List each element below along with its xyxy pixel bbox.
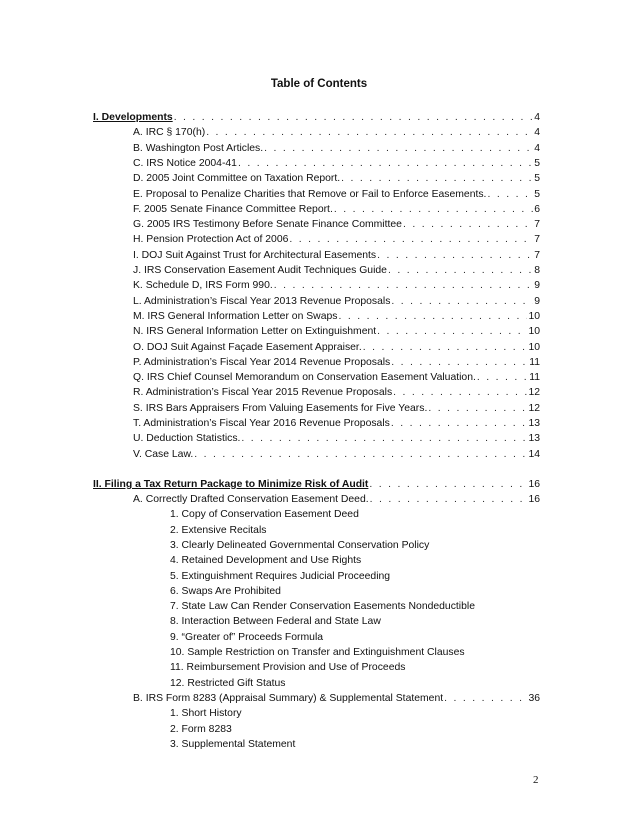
toc-entry-label: M. IRS General Information Letter on Swaps xyxy=(133,310,338,322)
toc-entry-label: U. Deduction Statistics. xyxy=(133,433,241,445)
dot-leader xyxy=(241,431,527,446)
dot-leader xyxy=(194,447,527,462)
dot-leader xyxy=(487,187,533,202)
toc-entry-page: 13 xyxy=(528,433,540,445)
toc-entry-label: E. Proposal to Penalize Charities that Remove or Fail to Enforce Easements. xyxy=(133,188,487,200)
toc-entry-label: I. Developments xyxy=(93,112,173,123)
dot-leader xyxy=(477,370,528,385)
toc-entry-label: G. 2005 IRS Testimony Before Senate Finance Committee xyxy=(133,219,402,231)
toc-item[interactable] xyxy=(133,187,540,202)
dot-leader xyxy=(369,477,527,492)
toc-entry-label: K. Schedule D, IRS Form 990. xyxy=(133,280,273,292)
toc-entry-page: 11 xyxy=(529,372,540,384)
dot-leader xyxy=(370,492,528,507)
toc-subentry[interactable]: 5. Extinguishment Requires Judicial Proceeding xyxy=(170,570,391,582)
dot-leader xyxy=(444,691,527,706)
toc-section-2[interactable] xyxy=(93,477,540,492)
toc-entry-label: A. IRC § 170(h) xyxy=(133,127,206,139)
toc-item[interactable] xyxy=(133,278,540,293)
dot-leader xyxy=(363,340,528,355)
toc-entry-page: 14 xyxy=(528,448,540,460)
dot-leader xyxy=(174,110,534,125)
toc-entry-page: 12 xyxy=(528,387,540,399)
toc-entry-label: V. Case Law. xyxy=(133,448,194,460)
toc-entry-page: 7 xyxy=(534,249,540,261)
toc-entry-page: 7 xyxy=(534,219,540,231)
toc-item[interactable] xyxy=(133,324,540,339)
toc-entry-label: A. Correctly Drafted Conservation Easement Deed. xyxy=(133,494,369,505)
toc-item[interactable] xyxy=(133,248,540,263)
toc-item[interactable] xyxy=(133,385,540,400)
dot-leader xyxy=(388,263,533,278)
toc-entry-page: 12 xyxy=(528,402,540,414)
dot-leader xyxy=(403,217,533,232)
toc-subentry[interactable]: 6. Swaps Are Prohibited xyxy=(170,585,281,597)
toc-item[interactable] xyxy=(133,171,540,186)
dot-leader xyxy=(206,125,533,140)
toc-subentry[interactable]: 4. Retained Development and Use Rights xyxy=(170,555,362,567)
toc-item[interactable] xyxy=(133,232,540,247)
toc-section-1[interactable] xyxy=(93,110,540,125)
toc-entry-label: R. Administration’s Fiscal Year 2015 Revenue Proposals xyxy=(133,387,393,399)
toc-subentry[interactable]: 3. Clearly Delineated Governmental Conservation Policy xyxy=(170,539,430,551)
toc-subentry[interactable]: 2. Form 8283 xyxy=(170,723,232,735)
toc-entry-page: 10 xyxy=(528,326,540,338)
toc-entry-page: 4 xyxy=(534,142,540,154)
toc-subentry[interactable]: 2. Extensive Recitals xyxy=(170,524,267,536)
toc-subentry[interactable]: 1. Short History xyxy=(170,708,242,720)
toc-item[interactable] xyxy=(133,431,540,446)
toc-item[interactable] xyxy=(133,141,540,156)
toc-item[interactable] xyxy=(133,401,540,416)
dot-leader xyxy=(341,171,533,186)
toc-item[interactable] xyxy=(133,370,540,385)
toc-item[interactable] xyxy=(133,217,540,232)
dot-leader xyxy=(377,248,533,263)
toc-entry-page: 5 xyxy=(534,157,540,169)
toc-entry-label: II. Filing a Tax Return Package to Minimize Risk of Audit xyxy=(93,478,369,490)
toc-entry-label: B. IRS Form 8283 (Appraisal Summary) & Supplemental Statement xyxy=(133,692,444,704)
toc-entry-label: H. Pension Protection Act of 2006 xyxy=(133,234,289,246)
page-number: 2 xyxy=(533,774,539,786)
toc-entry-label: C. IRS Notice 2004-41 xyxy=(133,157,237,169)
toc-entry-page: 7 xyxy=(534,234,540,246)
dot-leader xyxy=(289,232,533,247)
toc-entry-page: 4 xyxy=(534,112,540,123)
toc-entry-page: 9 xyxy=(534,295,540,307)
dot-leader xyxy=(428,401,527,416)
toc-entry-page: 16 xyxy=(528,478,540,490)
dot-leader xyxy=(274,278,533,293)
toc-item[interactable] xyxy=(133,416,540,431)
toc-entry-label: J. IRS Conservation Easement Audit Techniques Guide xyxy=(133,265,387,276)
toc-entry-page: 8 xyxy=(534,265,540,276)
toc-subentry[interactable]: 3. Supplemental Statement xyxy=(170,738,296,750)
toc-subentry[interactable]: 11. Reimbursement Provision and Use of Proceeds xyxy=(170,662,406,674)
dot-leader xyxy=(334,202,533,217)
toc-item[interactable] xyxy=(133,309,540,324)
toc-entry-label: S. IRS Bars Appraisers From Valuing Easements for Five Years. xyxy=(133,402,428,414)
toc-item[interactable] xyxy=(133,691,540,706)
toc-entry-page: 4 xyxy=(534,127,540,139)
toc-entry-page: 16 xyxy=(528,494,540,505)
toc-entry-page: 10 xyxy=(528,310,540,322)
toc-subentry[interactable]: 7. State Law Can Render Conservation Easements Nondeductible xyxy=(170,601,475,613)
toc-subentry[interactable]: 10. Sample Restriction on Transfer and Extinguishment Clauses xyxy=(170,647,465,658)
toc-entry-page: 9 xyxy=(534,280,540,292)
toc-item[interactable] xyxy=(133,492,540,507)
toc-entry-page: 11 xyxy=(529,356,540,368)
toc-entry-label: T. Administration’s Fiscal Year 2016 Revenue Proposals xyxy=(133,418,390,429)
page-title: Table of Contents xyxy=(270,78,368,90)
toc-entry-page: 13 xyxy=(528,418,540,429)
dot-leader xyxy=(338,309,527,324)
toc-entry-page: 36 xyxy=(528,692,540,704)
dot-leader xyxy=(238,156,533,171)
toc-entry-label: N. IRS General Information Letter on Extinguishment xyxy=(133,326,377,338)
toc-entry-page: 5 xyxy=(534,173,540,185)
toc-item[interactable] xyxy=(133,125,540,140)
dot-leader xyxy=(393,385,527,400)
toc-entry-label: L. Administration’s Fiscal Year 2013 Revenue Proposals xyxy=(133,295,391,307)
dot-leader xyxy=(391,355,528,370)
toc-entry-page: 5 xyxy=(534,188,540,200)
toc-entry-label: Q. IRS Chief Counsel Memorandum on Conservation Easement Valuation. xyxy=(133,372,476,384)
toc-subentry[interactable]: 9. “Greater of” Proceeds Formula xyxy=(170,631,324,643)
toc-entry-label: B. Washington Post Articles. xyxy=(133,142,264,154)
toc-item[interactable] xyxy=(133,202,540,217)
toc-item[interactable] xyxy=(133,294,540,309)
toc-subentry[interactable]: 1. Copy of Conservation Easement Deed xyxy=(170,509,359,521)
toc-item[interactable] xyxy=(133,156,540,171)
toc-entry-label: I. DOJ Suit Against Trust for Architectural Easements xyxy=(133,249,377,261)
toc-entry-label: O. DOJ Suit Against Façade Easement Appraiser. xyxy=(133,341,362,353)
dot-leader xyxy=(264,141,533,156)
toc-item[interactable] xyxy=(133,340,540,355)
toc-item[interactable] xyxy=(133,447,540,462)
toc-entry-label: D. 2005 Joint Committee on Taxation Report. xyxy=(133,173,341,185)
toc-entry-page: 10 xyxy=(528,341,540,353)
dot-leader xyxy=(391,294,533,309)
toc-entry-label: F. 2005 Senate Finance Committee Report. xyxy=(133,203,333,215)
toc-entry-page: 6 xyxy=(534,203,540,215)
dot-leader xyxy=(391,416,528,431)
toc-item[interactable] xyxy=(133,355,540,370)
toc-item[interactable] xyxy=(133,263,540,278)
toc-subentry[interactable]: 8. Interaction Between Federal and State Law xyxy=(170,616,381,628)
toc-subentry[interactable]: 12. Restricted Gift Status xyxy=(170,677,286,689)
toc-entry-label: P. Administration’s Fiscal Year 2014 Revenue Proposals xyxy=(133,356,391,368)
dot-leader xyxy=(377,324,527,339)
